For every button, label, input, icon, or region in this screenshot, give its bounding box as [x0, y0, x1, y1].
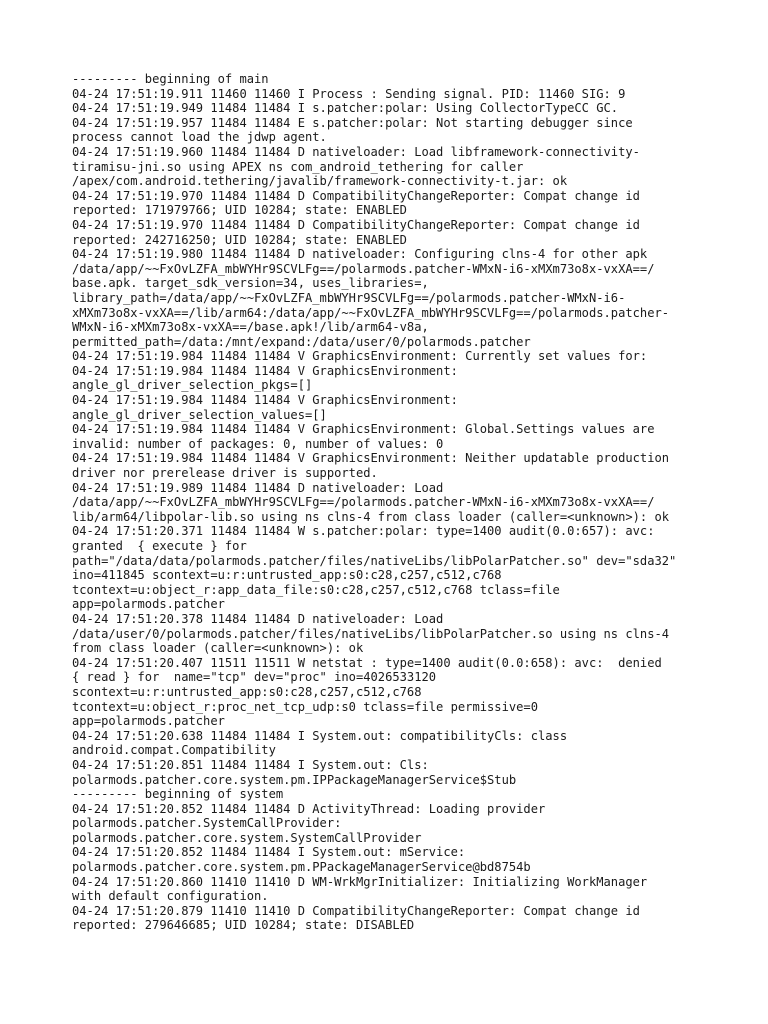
log-line: android.compat.Compatibility: [72, 743, 276, 758]
log-line: 04-24 17:51:20.407 11511 11511 W netstat : type=1400 audit(0.0:658): avc: denied: [72, 655, 662, 670]
log-line: 04-24 17:51:19.980 11484 11484 D nativeloader: Configuring clns-4 for other apk: [72, 247, 648, 262]
log-line: polarmods.patcher.core.system.pm.IPPackageManagerService$Stub: [72, 772, 517, 787]
log-lines: [72, 72, 712, 933]
log-line: library_path=/data/app/~~FxOvLZFA_mbWYHr9SCVLFg==/polarmods.patcher-WMxN-i6-: [72, 290, 626, 305]
log-line: 04-24 17:51:20.879 11410 11410 D CompatibilityChangeReporter: Compat change id: [72, 903, 640, 918]
log-line: reported: 279646685; UID 10284; state: DISABLED: [72, 918, 415, 933]
log-line: 04-24 17:51:19.949 11484 11484 I s.patcher:polar: Using CollectorTypeCC GC.: [72, 101, 619, 116]
log-line: app=polarmods.patcher: [72, 714, 225, 729]
log-line: 04-24 17:51:19.984 11484 11484 V GraphicsEnvironment: Currently set values for:: [72, 349, 648, 364]
log-line: reported: 171979766; UID 10284; state: ENABLED: [72, 203, 407, 218]
log-line: process cannot load the jdwp agent.: [72, 130, 327, 145]
log-line: base.apk. target_sdk_version=34, uses_libraries=,: [72, 276, 429, 291]
log-line: /data/app/~~FxOvLZFA_mbWYHr9SCVLFg==/polarmods.patcher-WMxN-i6-xMXm73o8x-vxXA==/: [72, 495, 655, 510]
log-line: --------- beginning of system: [72, 787, 284, 802]
log-line: scontext=u:r:untrusted_app:s0:c28,c257,c512,c768: [72, 684, 422, 699]
log-line: 04-24 17:51:19.989 11484 11484 D nativeloader: Load: [72, 480, 444, 495]
log-line: 04-24 17:51:19.911 11460 11460 I Process : Sending signal. PID: 11460 SIG: 9: [72, 86, 626, 101]
log-line: path="/data/data/polarmods.patcher/files/nativeLibs/libPolarPatcher.so" dev="sda32": [72, 553, 677, 568]
log-line: 04-24 17:51:19.984 11484 11484 V GraphicsEnvironment: Global.Settings values are: [72, 422, 655, 437]
log-line: 04-24 17:51:20.378 11484 11484 D nativeloader: Load: [72, 611, 444, 626]
log-line: 04-24 17:51:20.371 11484 11484 W s.patcher:polar: type=1400 audit(0.0:657): avc:: [72, 524, 655, 539]
log-line: angle_gl_driver_selection_pkgs=[]: [72, 378, 313, 393]
log-line: tcontext=u:object_r:app_data_file:s0:c28,c257,c512,c768 tclass=file: [72, 582, 560, 597]
log-line: /data/app/~~FxOvLZFA_mbWYHr9SCVLFg==/polarmods.patcher-WMxN-i6-xMXm73o8x-vxXA==/: [72, 261, 655, 276]
log-line: permitted_path=/data:/mnt/expand:/data/user/0/polarmods.patcher: [72, 334, 531, 349]
log-line: 04-24 17:51:19.984 11484 11484 V GraphicsEnvironment:: [72, 393, 458, 408]
log-line: xMXm73o8x-vxXA==/lib/arm64:/data/app/~~FxOvLZFA_mbWYHr9SCVLFg==/polarmods.patcher-: [72, 305, 670, 320]
log-line: /data/user/0/polarmods.patcher/files/nativeLibs/libPolarPatcher.so using ns clns-4: [72, 626, 670, 641]
log-line: polarmods.patcher.SystemCallProvider:: [72, 816, 342, 831]
log-line: app=polarmods.patcher: [72, 597, 225, 612]
log-line: angle_gl_driver_selection_values=[]: [72, 407, 327, 422]
log-line: 04-24 17:51:19.957 11484 11484 E s.patcher:polar: Not starting debugger since: [72, 115, 633, 130]
log-line: 04-24 17:51:20.638 11484 11484 I System.out: compatibilityCls: class: [72, 728, 568, 743]
log-line: polarmods.patcher.core.system.SystemCallProvider: [72, 830, 422, 845]
log-line: --------- beginning of main: [72, 72, 269, 86]
log-line: tiramisu-jni.so using APEX ns com_android_tethering for caller: [72, 159, 524, 174]
log-line: reported: 242716250; UID 10284; state: ENABLED: [72, 232, 407, 247]
log-line: 04-24 17:51:19.960 11484 11484 D nativeloader: Load libframework-connectivity-: [72, 144, 640, 159]
log-line: 04-24 17:51:19.970 11484 11484 D CompatibilityChangeReporter: Compat change id: [72, 188, 640, 203]
log-line: 04-24 17:51:20.852 11484 11484 D ActivityThread: Loading provider: [72, 801, 546, 816]
log-line: lib/arm64/libpolar-lib.so using ns clns-4 from class loader (caller=<unknown>): ok: [72, 509, 670, 524]
log-line: with default configuration.: [72, 889, 269, 904]
log-line: tcontext=u:object_r:proc_net_tcp_udp:s0 tclass=file permissive=0: [72, 699, 538, 714]
log-line: granted { execute } for: [72, 539, 247, 553]
log-line: 04-24 17:51:19.984 11484 11484 V GraphicsEnvironment: Neither updatable production: [72, 451, 670, 466]
log-line: 04-24 17:51:20.852 11484 11484 I System.out: mService:: [72, 845, 466, 860]
log-line: from class loader (caller=<unknown>): ok: [72, 641, 364, 656]
log-line: invalid: number of packages: 0, number of values: 0: [72, 436, 444, 451]
log-line: 04-24 17:51:19.984 11484 11484 V GraphicsEnvironment:: [72, 363, 458, 378]
log-line: driver nor prerelease driver is supported.: [72, 466, 378, 481]
log-line: 04-24 17:51:20.851 11484 11484 I System.out: Cls:: [72, 757, 429, 772]
log-document: [72, 72, 712, 952]
log-line: 04-24 17:51:19.970 11484 11484 D CompatibilityChangeReporter: Compat change id: [72, 217, 640, 232]
log-line: WMxN-i6-xMXm73o8x-vxXA==/base.apk!/lib/arm64-v8a,: [72, 320, 429, 335]
log-line: 04-24 17:51:20.860 11410 11410 D WM-WrkMgrInitializer: Initializing WorkManager: [72, 874, 648, 889]
log-line: /apex/com.android.tethering/javalib/framework-connectivity-t.jar: ok: [72, 174, 568, 189]
log-line: ino=411845 scontext=u:r:untrusted_app:s0:c28,c257,c512,c768: [72, 568, 502, 583]
log-line: { read } for name="tcp" dev="proc" ino=4026533120: [72, 670, 437, 685]
log-line: polarmods.patcher.core.system.pm.PPackageManagerService@bd8754b: [72, 860, 531, 875]
